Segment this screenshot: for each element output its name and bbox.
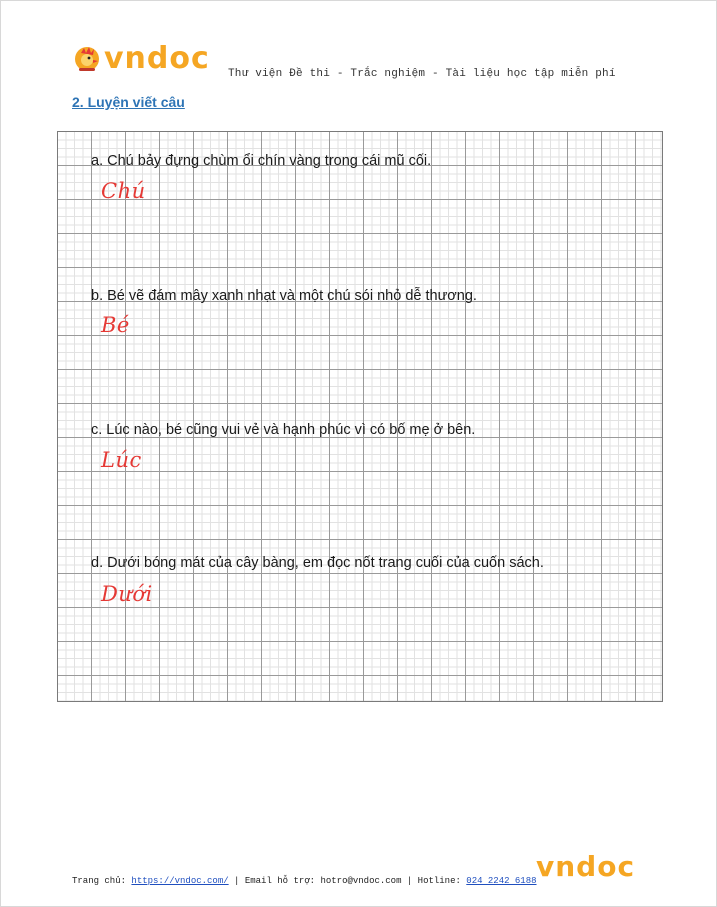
cursive-sample-b: Bé [101,313,130,337]
exercise-sentence-d: d. Dưới bóng mát của cây bàng, em đọc nốt trang cuối của cuốn sách. [91,555,544,571]
rooster-icon [72,44,102,74]
handwriting-practice-grid [57,131,663,702]
cursive-sample-d: Dưới [101,582,153,606]
section-title: 2. Luyện viết câu [72,94,185,110]
exercise-sentence-a: a. Chú bảy đựng chùm ổi chín vàng trong cái mũ cối. [91,153,432,169]
footer-hotline-link[interactable]: 024 2242 6188 [466,876,537,886]
page-footer [72,876,537,886]
footer-home-link[interactable]: https://vndoc.com/ [131,876,229,886]
header-tagline: Thư viện Đề thi - Trắc nghiệm - Tài liệu học tập miễn phí [228,68,616,80]
footer-email-label: | Email hỗ trợ: hotro@vndoc.com | Hotline: [234,876,461,886]
logo-wordmark: vndoc [104,41,210,76]
footer-vndoc-logo[interactable]: vndoc [536,850,636,883]
vndoc-logo[interactable] [72,41,210,76]
exercise-sentence-b: b. Bé vẽ đám mây xanh nhạt và một chú sói nhỏ dễ thương. [91,288,477,304]
cursive-sample-c: Lúc [101,448,142,472]
footer-home-label: Trang chủ: [72,876,127,886]
cursive-sample-a: Chú [101,179,146,203]
exercise-sentence-c: c. Lúc nào, bé cũng vui vẻ và hạnh phúc vì có bố mẹ ở bên. [91,422,476,438]
